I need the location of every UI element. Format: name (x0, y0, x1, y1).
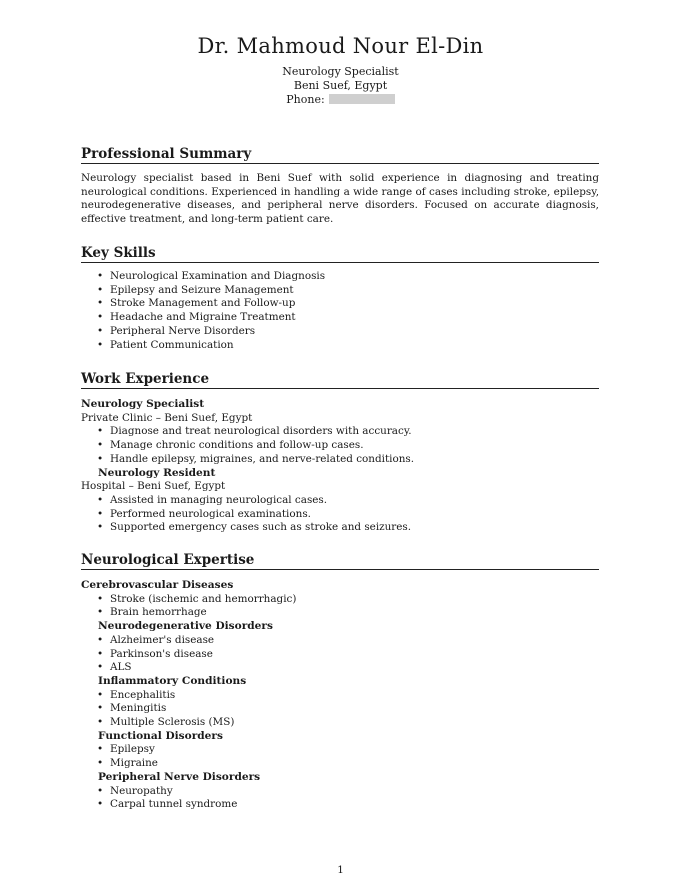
expertise-list (81, 634, 599, 675)
list-item: • Migraine (81, 757, 599, 771)
list-item: • Alzheimer's disease (81, 634, 599, 648)
list-item: • Supported emergency cases such as stroke and seizures. (81, 521, 599, 535)
list-item: • Assisted in managing neurological cases. (81, 494, 599, 508)
experience-section (81, 371, 599, 535)
job-place: Private Clinic – Beni Suef, Egypt (81, 411, 253, 424)
expertise-group-title: Inflammatory Conditions (98, 674, 247, 687)
expertise-group (81, 579, 599, 620)
phone-redacted (329, 94, 395, 104)
job-place: Hospital – Beni Suef, Egypt (81, 480, 226, 493)
list-item: • Handle epilepsy, migraines, and nerve-related conditions. (81, 453, 599, 467)
job-duties (81, 425, 599, 466)
list-item: • Epilepsy (81, 743, 599, 757)
list-item: • Epilepsy and Seizure Management (81, 284, 599, 298)
list-item: • Meningitis (81, 702, 599, 716)
page-number: 1 (337, 864, 344, 876)
list-item: • Manage chronic conditions and follow-up cases. (81, 439, 599, 453)
list-item: • ALS (81, 661, 599, 675)
experience-heading: Work Experience (81, 371, 599, 389)
expertise-group-title: Peripheral Nerve Disorders (98, 770, 261, 783)
skills-list (81, 270, 599, 352)
list-item: • Multiple Sclerosis (MS) (81, 716, 599, 730)
list-item: • Brain hemorrhage (81, 606, 599, 620)
skills-section (81, 245, 599, 352)
expertise-list (81, 743, 599, 770)
list-item: • Patient Communication (81, 339, 599, 353)
expertise-list (81, 593, 599, 620)
job-title: Neurology Specialist (81, 398, 205, 410)
list-item: • Encephalitis (81, 689, 599, 703)
candidate-location: Beni Suef, Egypt (293, 79, 388, 92)
job-duties (81, 494, 599, 535)
list-item: • Neurological Examination and Diagnosis (81, 270, 599, 284)
expertise-group-title: Functional Disorders (98, 729, 223, 742)
candidate-phone (0, 93, 681, 107)
summary-heading: Professional Summary (81, 146, 599, 164)
expertise-list (81, 785, 599, 812)
list-item: • Performed neurological examinations. (81, 508, 599, 522)
candidate-name: Dr. Mahmoud Nour El-Din (197, 34, 484, 58)
list-item: • Parkinson's disease (81, 648, 599, 662)
list-item: • Diagnose and treat neurological disorders with accuracy. (81, 425, 599, 439)
summary-section (81, 146, 599, 226)
expertise-group (81, 730, 599, 771)
summary-text: Neurology specialist based in Beni Suef with solid experience in diagnosing and treating neurological conditions. Experienced in handling a wide range of cases including stroke, epilepsy, neurodegenerative diseases, and peripheral nerve disorders. Focused on accurate diagnosis, effective treatment, and long-term patient care. (81, 172, 599, 225)
list-item: • Neuropathy (81, 785, 599, 799)
candidate-title: Neurology Specialist (282, 65, 399, 78)
list-item: • Stroke (ischemic and hemorrhagic) (81, 593, 599, 607)
expertise-group-title: Neurodegenerative Disorders (98, 620, 273, 633)
expertise-group (81, 675, 599, 730)
list-item: • Peripheral Nerve Disorders (81, 325, 599, 339)
job-entry (81, 398, 599, 467)
expertise-group (81, 620, 599, 675)
expertise-list (81, 689, 599, 730)
job-entry (81, 467, 599, 536)
phone-label: Phone: (286, 93, 325, 106)
list-item: • Carpal tunnel syndrome (81, 798, 599, 812)
skills-heading: Key Skills (81, 245, 599, 263)
expertise-heading: Neurological Expertise (81, 552, 599, 570)
list-item: • Stroke Management and Follow-up (81, 297, 599, 311)
list-item: • Headache and Migraine Treatment (81, 311, 599, 325)
expertise-group-title: Cerebrovascular Diseases (81, 579, 234, 591)
expertise-group (81, 771, 599, 812)
expertise-section (81, 552, 599, 812)
job-title: Neurology Resident (98, 466, 216, 479)
